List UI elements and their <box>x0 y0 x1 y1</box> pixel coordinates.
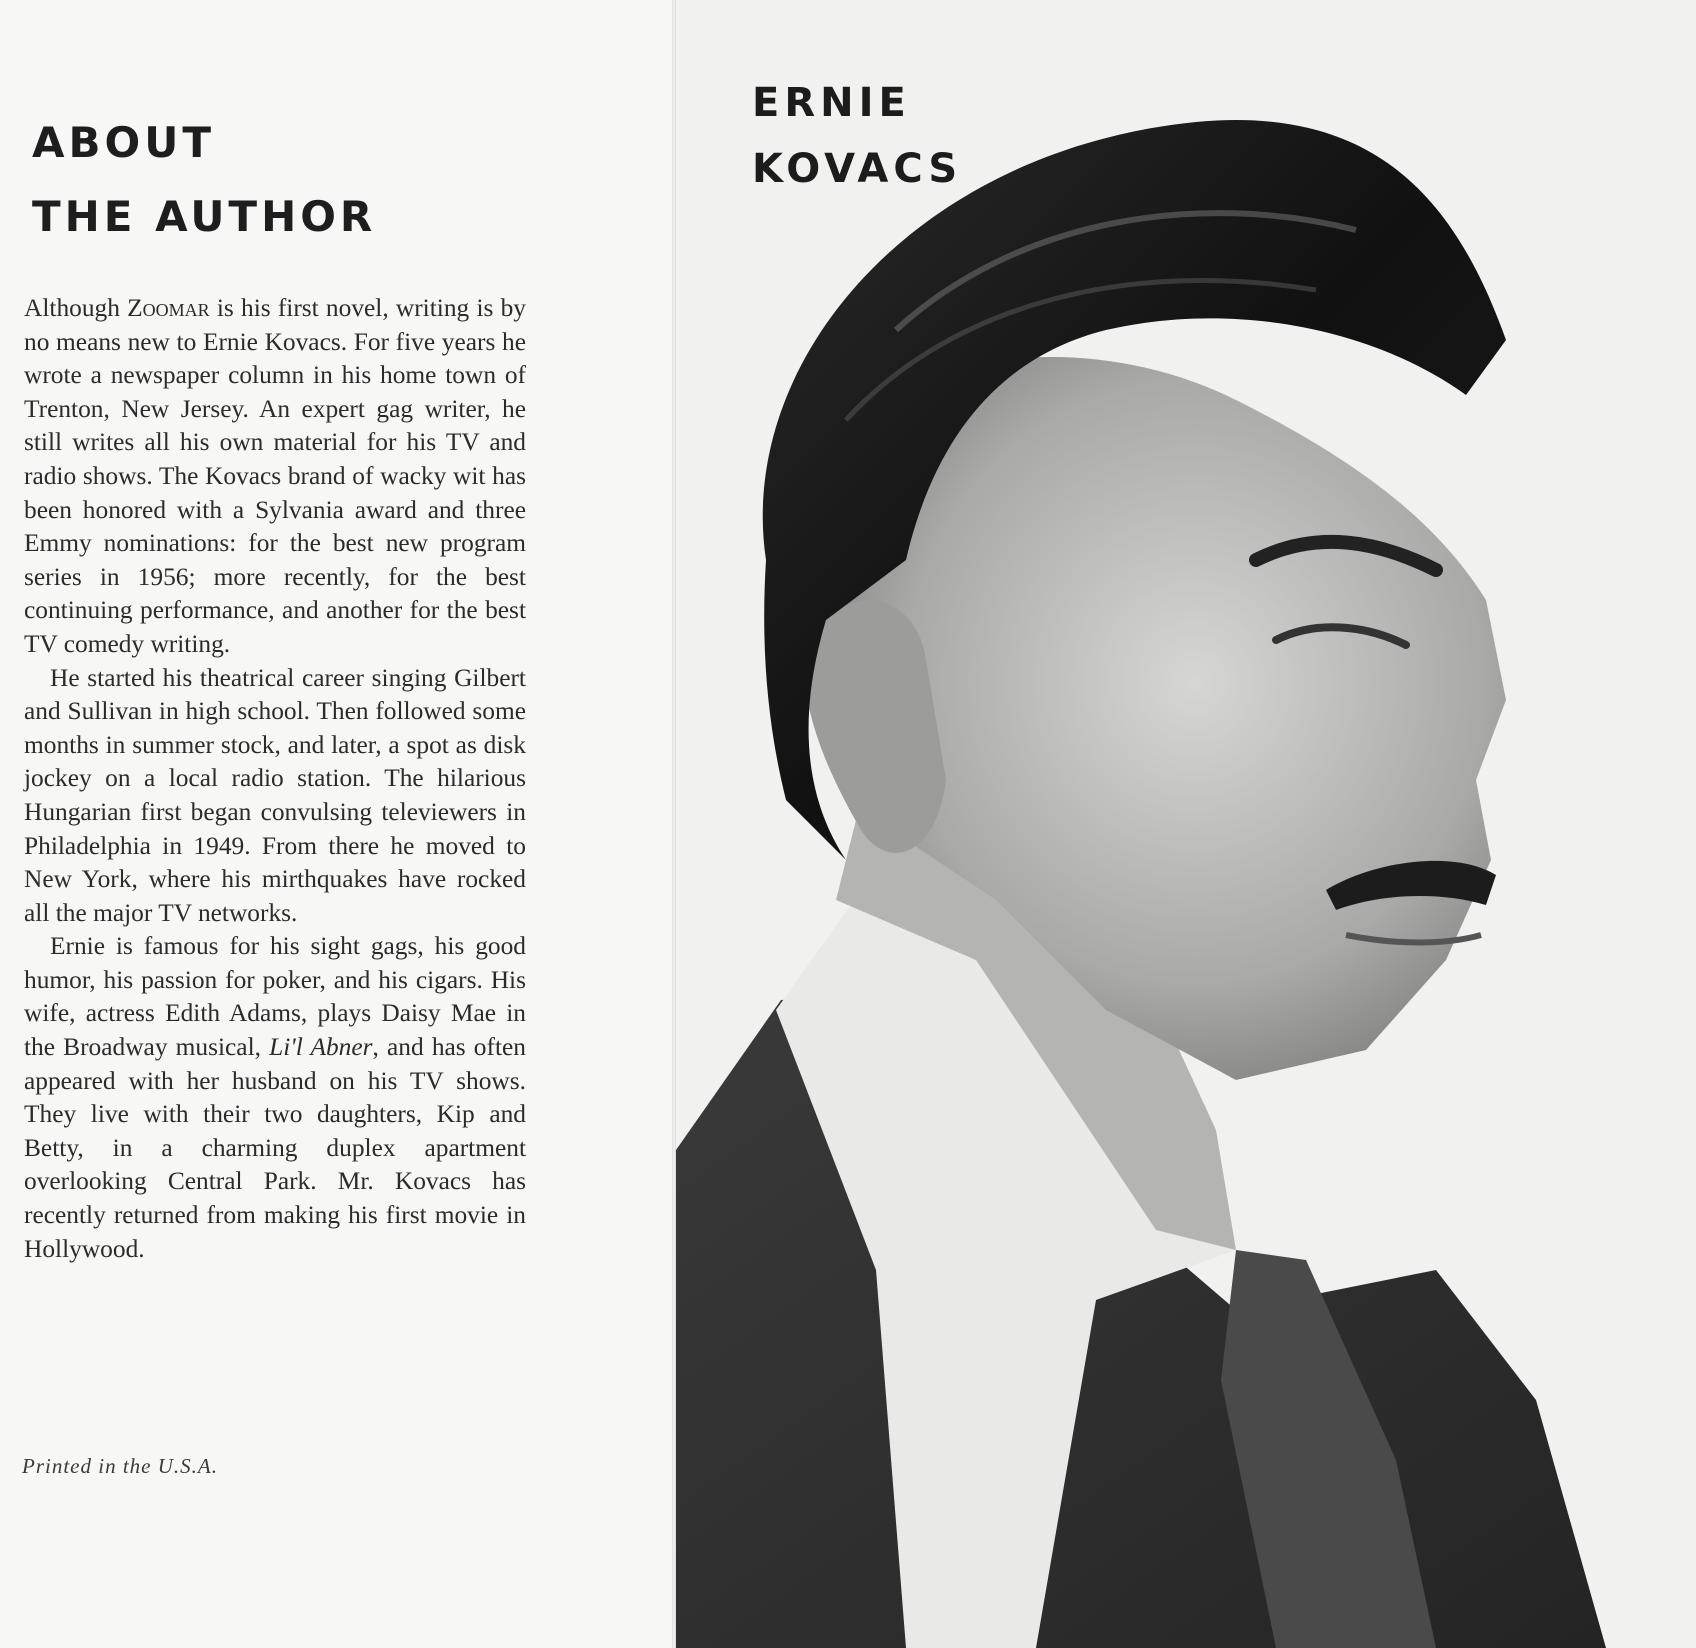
author-biography <box>24 292 526 1266</box>
bio-paragraph-1 <box>24 292 526 662</box>
cover-name-line-2: KOVACS <box>752 146 963 192</box>
cover-name-line-1: ERNIE <box>752 80 911 126</box>
musical-title: Li'l Abner <box>269 1033 373 1062</box>
author-portrait-photo <box>676 0 1696 1648</box>
bio-p1-rest: is his first novel, writing is by no means new to Ernie Kovacs. For five years he wrote a newspaper column in his home town of Trenton, New Jersey. An expert gag writer, he still writes all his own material for his TV and radio shows. The Kovacs brand of wacky wit has been honored with a Sylvania award and three Emmy nominations: for the best new program series in 1956; more recently, for the best continuing performance, and another for the best TV comedy writing. <box>24 294 526 658</box>
printed-in-usa: Printed in the U.S.A. <box>22 1454 218 1478</box>
heading-line-1: ABOUT <box>32 118 215 167</box>
bio-paragraph-2: He started his theatrical career singing Gilbert and Sullivan in high school. Then followed some months in summer stock, and later, a spot as disk jockey on a local radio station. The hilarious Hungarian first began convulsing televiewers in Philadelphia in 1949. From there he moved to New York, where his mirthquakes have rocked all the major TV networks. <box>24 663 526 927</box>
bio-p3-lead: Ernie is famous for his sight gags, his good humor, his passion for poker, and his cigars. His wife, actress Edith Adams, plays Daisy Mae in the Broadway musical, <box>24 932 526 1062</box>
bio-p3-rest: , and has often appeared with her husband on his TV shows. They live with their two daughters, Kip and Betty, in a charming duplex apartment overlooking Central Park. Mr. Kovacs has recently returned from making his first movie in Hollywood. <box>24 1033 526 1263</box>
bio-p1-lead: Although <box>24 294 128 322</box>
about-the-author-heading <box>32 106 452 254</box>
novel-title: Zoomar <box>127 294 210 322</box>
cover-author-name <box>752 70 1072 202</box>
heading-line-2: THE AUTHOR <box>32 192 377 241</box>
bio-paragraph-3 <box>24 930 526 1266</box>
